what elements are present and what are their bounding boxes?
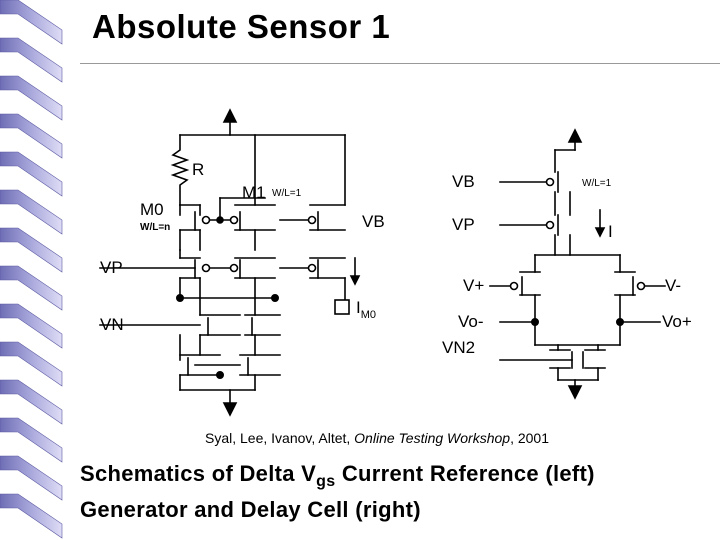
label-vb-left: VB bbox=[362, 212, 385, 231]
citation-venue: Online Testing Workshop bbox=[354, 430, 511, 446]
resistor-r bbox=[173, 135, 187, 205]
supply-arrow-icon bbox=[224, 110, 236, 122]
label-wl-right: W/L=1 bbox=[582, 178, 612, 189]
citation-authors: Syal, Lee, Ivanov, Altet, bbox=[205, 430, 355, 446]
label-vb-right: VB bbox=[452, 172, 475, 191]
caption-part2: Current Reference (left) bbox=[335, 461, 595, 486]
caption-part1: Schematics of Delta V bbox=[80, 461, 317, 486]
right-schematic bbox=[490, 130, 665, 398]
label-vp-left: VP bbox=[100, 258, 123, 277]
current-arrow-icon bbox=[351, 276, 359, 284]
label-m0: M0 bbox=[140, 200, 164, 219]
label-vn: VN bbox=[100, 315, 124, 334]
label-vo-plus: Vo+ bbox=[662, 312, 692, 331]
label-i-m0: $I_{M0}$ bbox=[356, 298, 377, 321]
schematic-figure bbox=[80, 100, 720, 430]
label-r: R bbox=[192, 160, 205, 179]
label-m1-wl: W/L=1 bbox=[272, 188, 302, 199]
decorative-chevron-border bbox=[0, 0, 80, 540]
supply-arrow-icon bbox=[569, 130, 581, 142]
ground-arrow-icon bbox=[224, 403, 236, 415]
ground-arrow-icon bbox=[569, 386, 581, 398]
label-m1: M1 bbox=[242, 183, 266, 202]
label-vo-minus: Vo- bbox=[458, 312, 484, 331]
label-vplus: V+ bbox=[463, 276, 485, 295]
label-vn2: VN2 bbox=[442, 338, 476, 357]
title-divider bbox=[80, 63, 720, 64]
current-arrow-icon bbox=[596, 228, 604, 236]
citation bbox=[205, 430, 549, 446]
output-node-square bbox=[335, 300, 349, 314]
label-vminus: V- bbox=[665, 276, 682, 295]
figure-caption bbox=[80, 460, 720, 524]
slide-title: Absolute Sensor 1 bbox=[92, 8, 391, 45]
label-vp-right: VP bbox=[452, 215, 475, 234]
citation-year: , 2001 bbox=[510, 430, 550, 446]
caption-line2: Generator and Delay Cell (right) bbox=[80, 497, 421, 522]
caption-subscript: gs bbox=[316, 473, 336, 490]
label-i-right: I bbox=[608, 222, 613, 241]
left-schematic bbox=[100, 110, 359, 415]
label-m0-wl: W/L=n bbox=[140, 222, 171, 233]
